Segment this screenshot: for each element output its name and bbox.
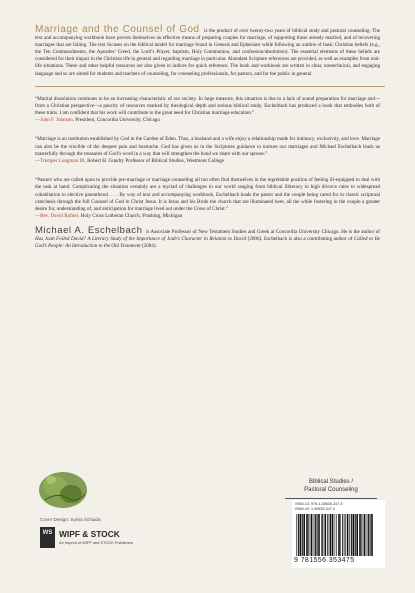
barcode-bar xyxy=(349,514,350,556)
isbn-10: ISBN-10: 1-55635-347-2 xyxy=(295,507,336,511)
publisher-imprint: An Imprint of WIPF and STOCK Publishers xyxy=(59,540,134,545)
barcode-bar xyxy=(318,514,320,556)
barcode-bar xyxy=(347,514,349,556)
book-title-heading: Marriage and the Counsel of God xyxy=(35,24,200,35)
barcode-bar xyxy=(335,514,336,556)
publisher-mark-icon: WS xyxy=(40,527,55,548)
barcode-bar xyxy=(300,514,302,556)
author-book-title: Has Joab Foiled David? A Literary Study of the Importance of Joab’s Character in Relation to David xyxy=(35,235,247,242)
endorsement-quote xyxy=(35,96,380,125)
author-bio-text: is Associate Professor of New Testament Studies and Greek at Concordia University Chicago. He is the author of xyxy=(145,228,380,235)
barcode-bar xyxy=(363,514,364,556)
cover-art-illustration xyxy=(37,466,89,510)
endorsement-text: “Marital dissolution continues to be an increasing characteristic of our society. In large measure, this situation is due to a lack of sound preparation for marriage and—from a Christian perspective—a paucity of resources marked by theological depth and serious biblical study. Eschelbach has produced a book that embodies both of these traits. I am confident that his work will contribute to the great need for Christian marriage education.” xyxy=(35,95,380,117)
barcode-bar xyxy=(364,514,366,556)
endorser-name: —Tremper Longman III, xyxy=(35,158,86,165)
endorsement-quote xyxy=(35,136,380,165)
category-label xyxy=(279,479,383,499)
barcode-bar xyxy=(302,514,303,556)
divider xyxy=(35,86,385,87)
author-book-title: Called to Be God’s People: An Introduction to the Old Testament xyxy=(35,235,381,249)
endorser-title: Robert H. Gundry Professor of Biblical Studies, Westmont College xyxy=(85,158,224,165)
barcode-bar xyxy=(370,514,371,556)
isbn-barcode-box xyxy=(292,500,385,568)
barcode-bar xyxy=(315,514,316,556)
endorser-title: Holy Cross Lutheran Church, Flushing, Michigan xyxy=(79,213,183,220)
barcode-bar xyxy=(340,514,341,556)
barcode-bar xyxy=(330,514,332,556)
barcode-bar xyxy=(322,514,323,556)
barcode-bar xyxy=(336,514,337,556)
description-paragraph xyxy=(35,26,380,78)
category-line: Pastoral Counseling xyxy=(304,486,358,493)
barcode-bar xyxy=(353,514,355,556)
barcode-bar xyxy=(368,514,369,556)
back-cover-content xyxy=(35,26,380,250)
barcode-bars xyxy=(295,514,382,556)
barcode-bar xyxy=(342,514,343,556)
barcode-bar xyxy=(371,514,373,556)
barcode-bar xyxy=(345,514,346,556)
isbn-13: ISBN-13: 978-1-55635-347-5 xyxy=(295,502,343,506)
isbn-text xyxy=(295,502,343,512)
author-name: Michael A. Eschelbach xyxy=(35,224,143,236)
barcode-bar xyxy=(296,514,297,556)
category-line: Biblical Studies / xyxy=(308,479,354,485)
publisher-logo xyxy=(40,527,140,557)
barcode-bar xyxy=(321,514,322,556)
publisher-name: WIPF & STOCK xyxy=(59,529,120,539)
barcode-bar xyxy=(351,514,352,556)
barcode-bar xyxy=(306,514,308,556)
barcode-bar xyxy=(308,514,309,556)
barcode-bar xyxy=(311,514,313,556)
barcode-bar xyxy=(327,514,328,556)
author-bio xyxy=(35,224,381,251)
category-underline xyxy=(285,498,377,499)
endorsement-attribution xyxy=(35,158,224,164)
barcode-bar xyxy=(359,514,361,556)
endorser-name: —Rev. David Rufner, xyxy=(35,213,80,220)
barcode-bar xyxy=(317,514,318,556)
barcode-bar xyxy=(332,514,334,556)
endorsement-text: “Marriage is an institution established by God in the Garden of Eden. Thus, a husband and a wife enjoy a relationship made for intimacy, exclusivity, and love. Marriage can also be the crucible of the deepest pain and heartache. God has given us in the Scriptures guidance to nurture our marriages and Michael Eschelbach leads us masterfully through the treasures of God’s word in a way that will strengthen the bond we share with our spouse.” xyxy=(35,136,380,157)
barcode-bar xyxy=(310,514,311,556)
barcode-bar xyxy=(356,514,358,556)
barcode-bar xyxy=(325,514,327,556)
barcode-bar xyxy=(314,514,315,556)
endorsement-attribution xyxy=(35,213,182,219)
barcode-bar xyxy=(298,514,299,556)
endorsement-quote xyxy=(35,177,380,220)
barcode-bar xyxy=(367,514,368,556)
barcode-bar xyxy=(355,514,356,556)
barcode-bar xyxy=(338,514,340,556)
endorser-name: —John F. Johnson, xyxy=(35,117,74,124)
description-text: is the product of over twenty-two years of biblical study and pastoral counseling. The text and accompanying workbook have proven themselves an effective means of preparing couples for marriage, of supporting those already married, and of recovering marriages that are failing. The text focuses on the biblical model for marriage found in Genesis and Ephesians while following an outline of basic Christian beliefs (e.g., the Ten Commandments, the Apostles’ Creed, the Lord’s Prayer, baptism, Holy Communion, and confession/absolution). The essential elements of these beliefs are considered for their impact in the Christian life in general and regarding marriage in particular. Abundant Scripture references are provided, as well as examples from real-life situations. These and other helpful resources are also given in indices for quick reference. The book and workbook are written in clear, nontechnical, and engaging language and so are aimed for students and teachers of counseling, for counseling professionals, for pastors, and for the public in general. xyxy=(35,28,380,77)
barcode-bar xyxy=(303,514,305,556)
endorsement-attribution xyxy=(35,117,160,123)
cover-design-credit: Cover Design: Sylvia Schiada xyxy=(40,517,101,522)
barcode-bar xyxy=(361,514,362,556)
barcode-number: 9 781556 353475 xyxy=(294,557,355,564)
endorsement-text: “Pastors who are called upon to provide pre-marriage or marriage counseling all too often find themselves in the regrettable position of feeling ill-equipped to deal with the task at hand. Complicating the situation certainly are a myriad of challenges in our world ranging from biblical illiteracy to high divorce rates to widespread cohabitation to elective parenthood. . . . By way of text and accompanying workbook, Eschelbach leads the pastor and the couple being cared for in classic scriptural catechesis through the full Counsel of God in Christ Jesus. It is Jesus and his Bride the church that are illuminated here, all the while fostering in the couple a greater desire for, understanding of, and anticipation for marriage lived out under the Cross of Christ.” xyxy=(35,177,380,213)
endorser-title: President, Concordia University, Chicago xyxy=(73,117,160,124)
author-bio-text: (2006). Eschelbach is also a contributing author of xyxy=(247,235,353,242)
author-bio-text: (2004). xyxy=(141,242,157,249)
